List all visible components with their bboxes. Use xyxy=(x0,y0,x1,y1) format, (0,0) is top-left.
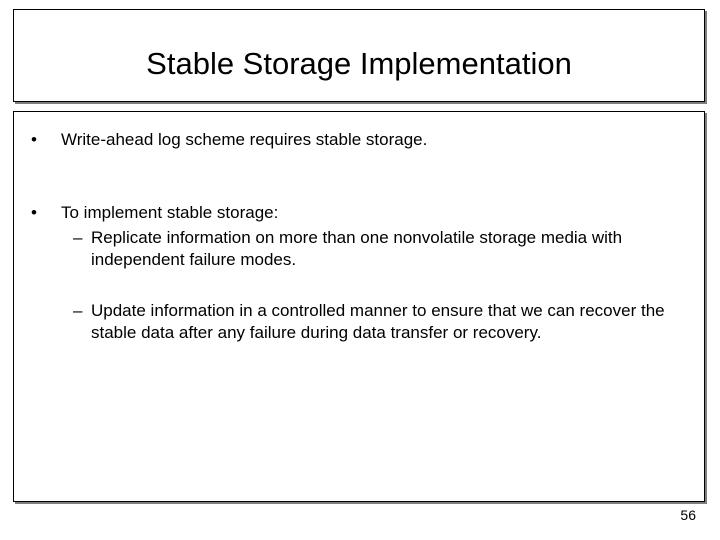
bullet-text-write-ahead-log: Write-ahead log scheme requires stable storage. xyxy=(61,130,428,149)
subitem-marker-1: – xyxy=(73,228,83,247)
subitem-text-update-information: Update information in a controlled manner to ensure that we can recover the stable data after any failure during data transfer or recovery. xyxy=(91,301,665,342)
bullet-text-implement-stable-storage: To implement stable storage: xyxy=(61,203,279,222)
content-box xyxy=(13,111,705,502)
bullet-marker-1: • xyxy=(31,130,37,149)
subitem-marker-2: – xyxy=(73,301,83,320)
subitem-text-replicate-information: Replicate information on more than one nonvolatile storage media with independent failure modes. xyxy=(91,228,623,269)
title-box xyxy=(13,9,705,102)
bullet-marker-2: • xyxy=(31,203,37,222)
slide-title: Stable Storage Implementation xyxy=(146,46,572,81)
page-number: 56 xyxy=(680,507,696,523)
